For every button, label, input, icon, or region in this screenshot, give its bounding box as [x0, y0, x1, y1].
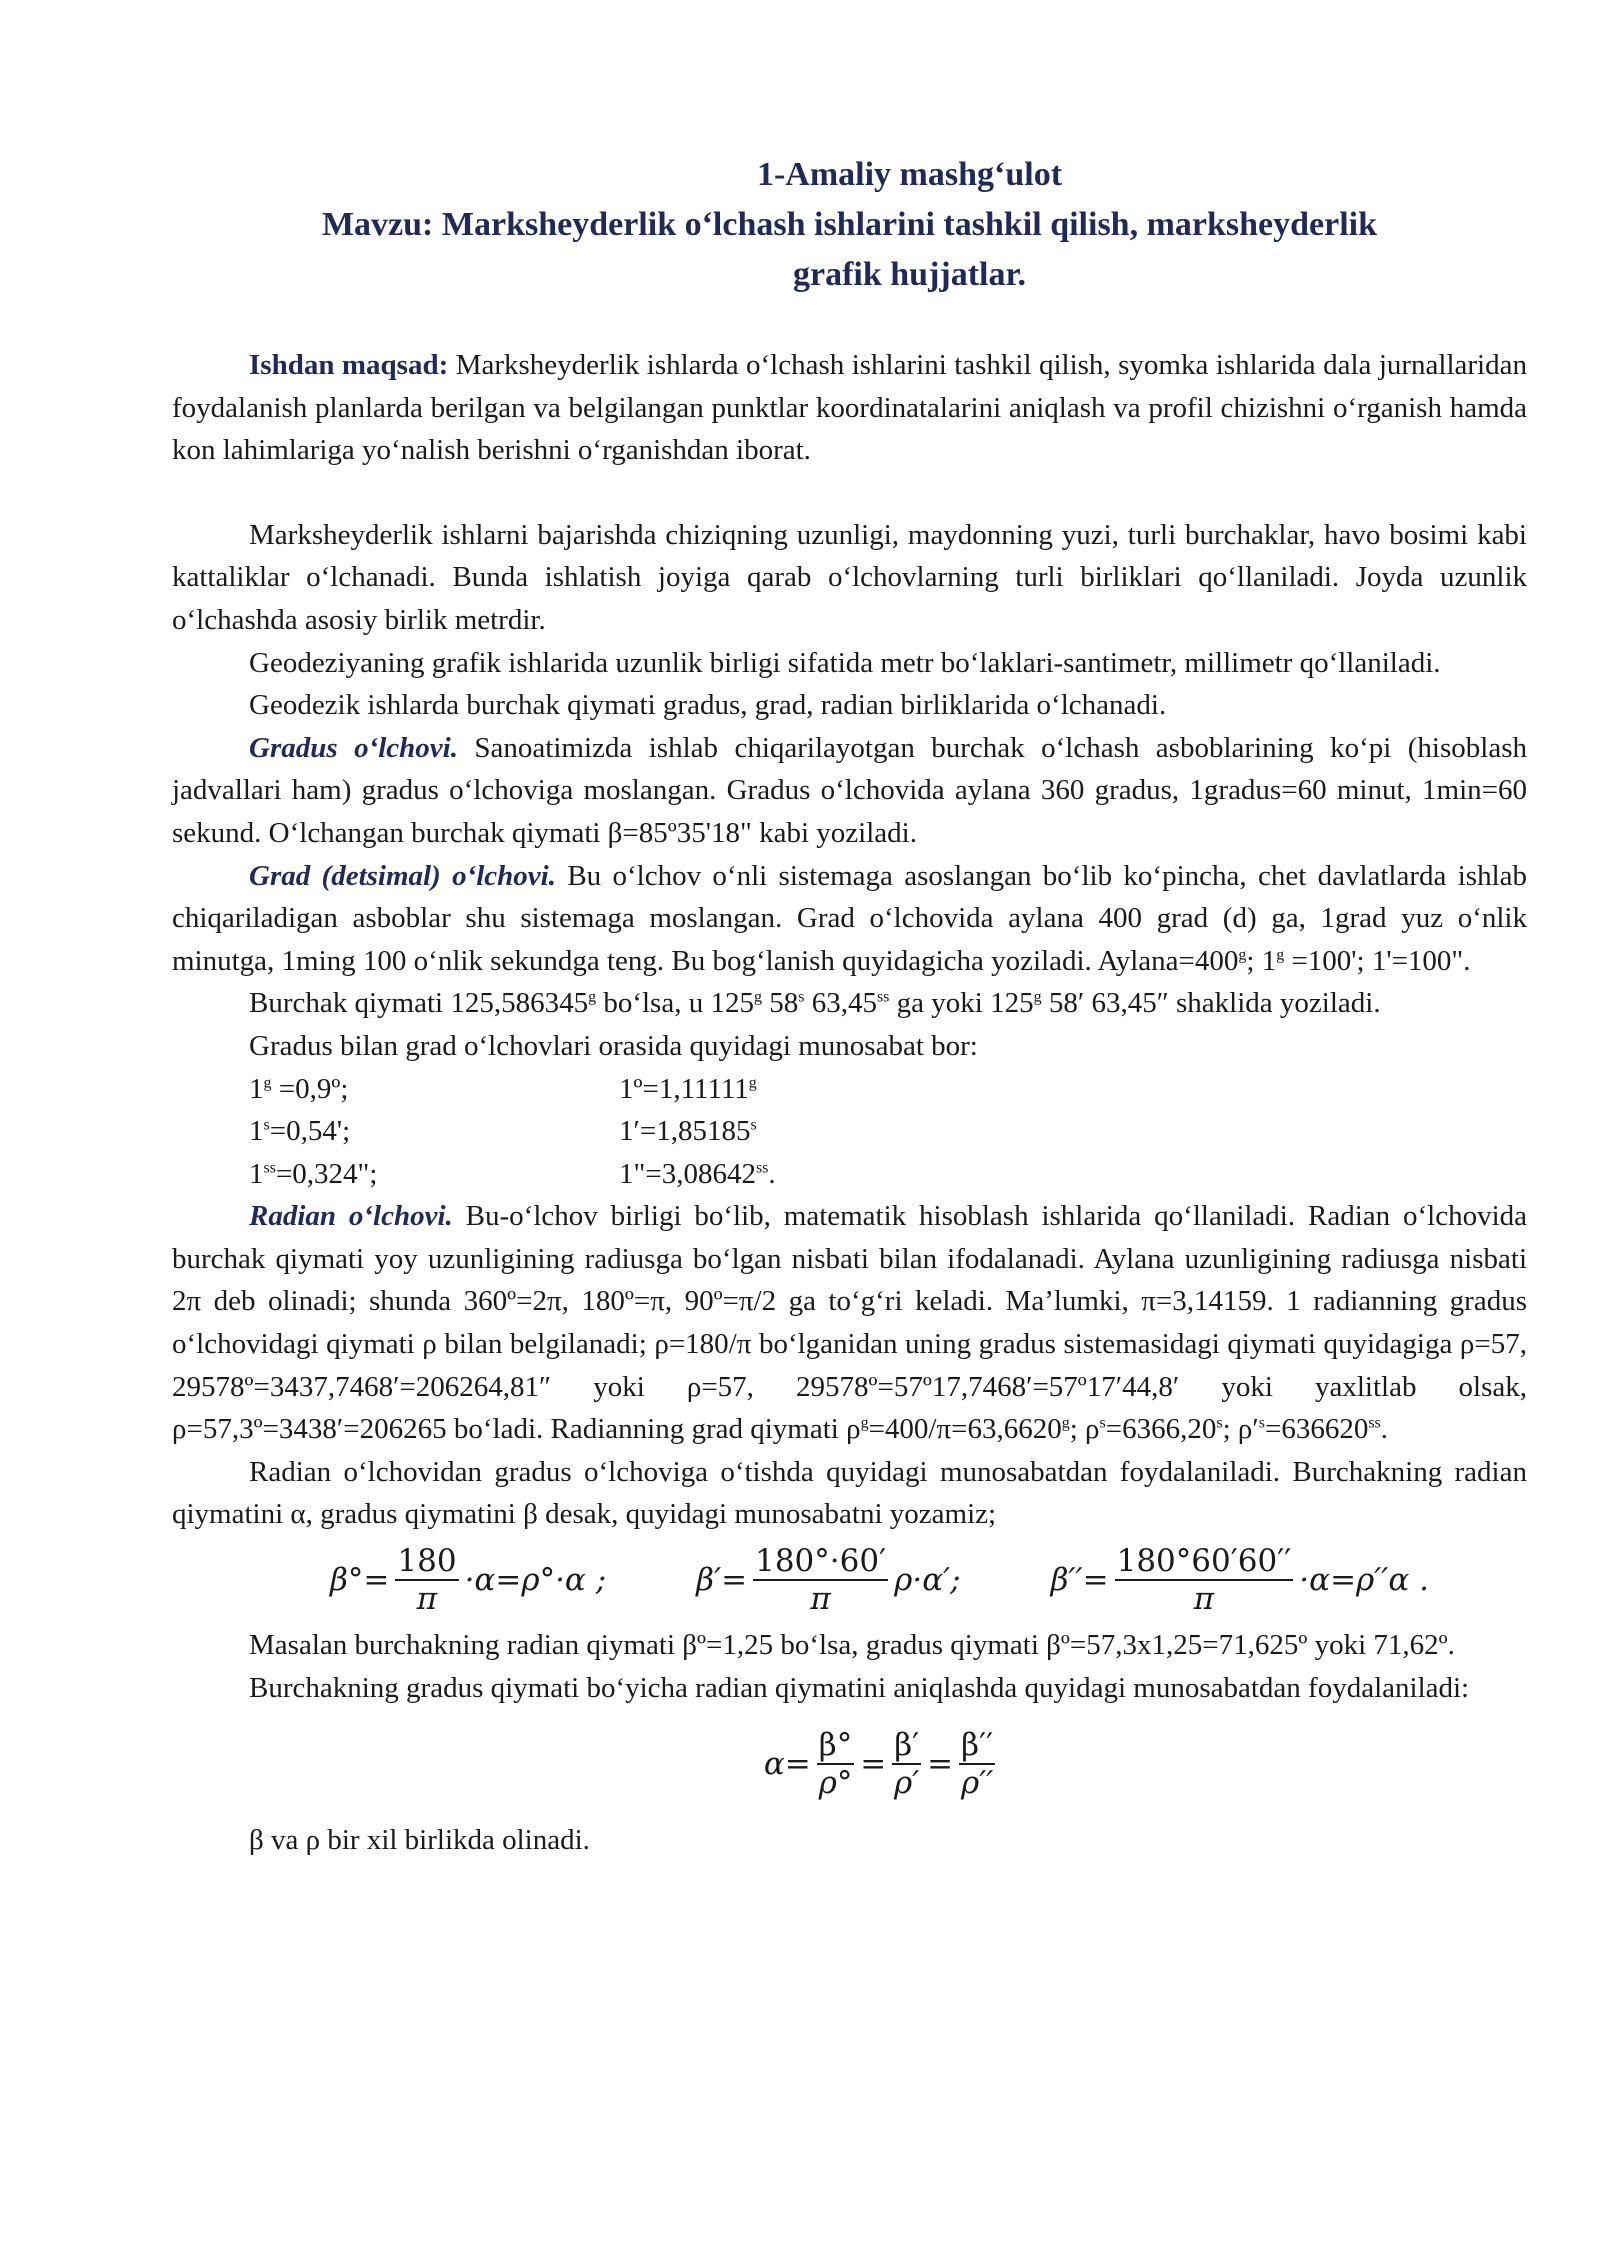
text: 1 [249, 1115, 264, 1148]
topic-title-line2: grafik hujjatlar. [793, 256, 1026, 293]
equals-sign: = [860, 1746, 887, 1783]
text: Bu-o‘lchov birligi bo‘lib, matematik hisoblash ishlarida qo‘llaniladi. Radian o‘lchovida burchak qiymati yoy uzunligining radiusga bo‘lgan nisbati bilan ifodalanadi. Aylana uzunligining radiusga nisbati 2π deb olinadi; shunda 360º=2π, 180º=π, 90º=π/2 ga to‘g‘ri keladi. Ma’lumki, π=3,14159. 1 radianning gradus o‘lchovidagi qiymati ρ bilan belgilanadi; ρ=180/π bo‘lganidan uning gradus sistemasidagi qiymati quyidagiga ρ=57, 29578º=3437,7468′=206264,81″ yoki ρ=57, 29578º=57º17,7468′=57º17′44,8′ yoki yaxlitlab olsak, ρ=57,3º=3438′=206265 bo‘ladi. Radianning grad qiymati ρ [172, 1200, 1528, 1446]
radian-label: Radian o‘lchovi. [249, 1200, 453, 1233]
text: ; ρ′ [1222, 1413, 1259, 1446]
denominator: ρ′ [894, 1765, 920, 1802]
grad-text: Bu o‘lchov o‘nli sistemaga asoslangan bo‘lib ko‘pincha, chet davlatlarda ishlab chiqariladigan asboblar shu sistemaga moslangan. Grad o‘lchovida aylana 400 grad (d) ga, 1grad yuz o‘nlik minutga, 1ming 100 o‘nlik sekundga teng. Bu bog‘lanish quyidagicha yoziladi. Aylana=400 [172, 859, 1527, 977]
text: 1 [249, 1072, 264, 1105]
sup: ss [263, 1159, 276, 1177]
formula-lhs: β°= [330, 1562, 390, 1599]
formula-rhs: ρ·α′; [894, 1562, 961, 1599]
sup: s [263, 1116, 270, 1134]
sup: g [263, 1073, 272, 1091]
aim-text: Marksheyderlik ishlarda o‘lchash ishlarini tashkil qilish, syomka ishlarida dala jurnallaridan foydalanish planlarda berilgan va belgilangan punktlar koordinatalarini aniqlash va profil chizishni o‘rganish hamda kon lahimlariga yo‘nalish berishni o‘rganishdan iborat. [172, 349, 1527, 467]
paragraph-2: Geodeziyaning grafik ishlarida uzunlik birligi sifatida metr bo‘laklari-santimetr, millimetr qo‘llaniladi. [249, 646, 1441, 679]
text: 1º=1,11111 [619, 1072, 749, 1105]
formula-row-1 [232, 1536, 1527, 1624]
text: 1 [249, 1157, 264, 1190]
sup: s [1258, 1414, 1265, 1432]
document-page [172, 150, 1527, 1862]
formula-row-2 [232, 1709, 1527, 1819]
text: =636620 [1264, 1413, 1369, 1446]
paragraph-conversion: Radian o‘lchovidan gradus o‘lchoviga o‘tishda quyidagi munosabatdan foydalaniladi. Burchakning radian qiymatini α, gradus qiymatini β desak, quyidagi munosabatni yozamiz; [172, 1455, 1527, 1531]
text: =400/π=63,6620 [868, 1413, 1062, 1446]
conversion-left [249, 1153, 619, 1196]
conversion-left [249, 1110, 619, 1153]
sup: g [1238, 946, 1247, 964]
denominator: π [810, 1581, 831, 1618]
text: =6366,20 [1105, 1413, 1217, 1446]
conversion-left [249, 1068, 619, 1111]
text: =0,9º; [271, 1072, 349, 1105]
fraction [892, 1727, 921, 1801]
sup: s [1099, 1414, 1106, 1432]
formula-lhs: α= [763, 1746, 811, 1783]
sup: ss [876, 988, 890, 1006]
conversion-row [249, 1110, 1527, 1153]
formula-degrees [330, 1543, 606, 1617]
text: Burchak qiymati 125,586345 [249, 987, 589, 1020]
denominator: π [1193, 1581, 1215, 1618]
conversion-right [619, 1068, 757, 1111]
equals-sign: = [927, 1746, 954, 1783]
sup: s [750, 1116, 757, 1134]
paragraph-final: β va ρ bir xil birlikda olinadi. [249, 1824, 590, 1857]
topic-title-line1: Mavzu: Marksheyderlik o‘lchash ishlarini tashkil qilish, marksheyderlik [321, 206, 1378, 243]
gradus-text: Sanoatimizda ishlab chiqarilayotgan burchak o‘lchash asboblarining ko‘pi (hisoblash jadvallari ham) gradus o‘lchoviga moslangan. Gradus o‘lchovida aylana 360 gradus, 1gradus=60 minut, 1min=60 sekund. O‘lchangan burchak qiymati β=85º35'18" kabi yoziladi. [172, 731, 1527, 849]
formula-seconds [1051, 1543, 1429, 1617]
numerator: 180°60′60′′ [1116, 1543, 1292, 1580]
paragraph-angle-value [172, 982, 1527, 1025]
formula-lhs: β′= [696, 1562, 748, 1599]
conversion-right [619, 1153, 776, 1196]
formula-lhs: β′′= [1050, 1562, 1109, 1599]
fraction [753, 1543, 888, 1617]
denominator: ρ° [818, 1765, 853, 1802]
lesson-title: 1-Amaliy mashg‘ulot [756, 156, 1063, 193]
fraction [817, 1727, 854, 1801]
sup: ss [755, 1159, 769, 1177]
formula-minutes [696, 1543, 960, 1617]
text: 1"=3,08642 [619, 1157, 756, 1190]
conversion-right [619, 1110, 757, 1153]
text: bo‘lsa, u 125 [596, 987, 754, 1020]
text: 63,45 [804, 987, 877, 1020]
denominator: π [416, 1581, 438, 1618]
sup: g [860, 1414, 869, 1432]
sup: s [798, 988, 805, 1006]
denominator: ρ′′ [960, 1765, 994, 1802]
grad-label: Grad (detsimal) o‘lchovi. [249, 859, 556, 892]
sup: g [1061, 1414, 1070, 1432]
text: ga yoki 125 [889, 987, 1034, 1020]
sup: g [1033, 988, 1042, 1006]
fraction [959, 1727, 995, 1801]
formula-rhs: ·α=ρ′′α . [1299, 1562, 1429, 1599]
paragraph-grad [172, 855, 1527, 983]
paragraph-example: Masalan burchakning radian qiymati βº=1,25 bo‘lsa, gradus qiymati βº=57,3x1,25=71,625º yoki 71,62º. [249, 1629, 1455, 1662]
sup: g [748, 1073, 757, 1091]
sup: ss [1368, 1414, 1381, 1432]
paragraph-1: Marksheyderlik ishlarni bajarishda chiziqning uzunligi, maydonning yuzi, turli burchaklar, havo bosimi kabi kattaliklar o‘lchanadi. Bunda ishlatish joyiga qarab o‘lchovlarning turli birliklari qo‘llaniladi. Joyda uzunlik o‘lchashda asosiy birlik metrdir. [172, 518, 1527, 636]
text: =0,54'; [269, 1115, 351, 1148]
paragraph-inverse: Burchakning gradus qiymati bo‘yicha radian qiymatini aniqlashda quyidagi munosabatdan foydalaniladi: [249, 1671, 1470, 1704]
formula-rhs: ·α=ρ°·α ; [464, 1562, 607, 1599]
sup: s [1216, 1414, 1223, 1432]
numerator: β° [818, 1727, 853, 1764]
conversion-table [172, 1068, 1527, 1196]
text: . [1380, 1413, 1389, 1446]
fraction [1115, 1543, 1294, 1617]
sup: g [1276, 946, 1285, 964]
gradus-label: Gradus o‘lchovi. [249, 731, 458, 764]
numerator: β′ [894, 1727, 920, 1764]
paragraph-relation: Gradus bilan grad o‘lchovlari orasida quyidagi munosabat bor: [249, 1029, 978, 1062]
paragraph-radian [172, 1195, 1527, 1451]
formula-radian [764, 1727, 995, 1801]
fraction [395, 1543, 458, 1617]
numerator: 180°·60′ [755, 1543, 887, 1580]
sup: g [753, 988, 762, 1006]
paragraph-3: Geodezik ishlarda burchak qiymati gradus, grad, radian birliklarida o‘lchanadi. [249, 689, 1167, 722]
numerator: β′′ [961, 1727, 994, 1764]
aim-paragraph [172, 344, 1527, 472]
sup: g [588, 988, 597, 1006]
aim-label: Ishdan maqsad: [249, 349, 449, 381]
text: =0,324"; [275, 1157, 378, 1190]
conversion-row [249, 1068, 1527, 1111]
paragraph-gradus [172, 727, 1527, 855]
text: 58 [761, 987, 799, 1020]
text: 1′=1,85185 [619, 1115, 751, 1148]
grad-text-mid: ; 1 [1246, 944, 1277, 977]
grad-text-end: =100'; 1'=100". [1284, 944, 1471, 977]
conversion-row [249, 1153, 1527, 1196]
numerator: 180 [397, 1543, 457, 1580]
text: ; ρ [1069, 1413, 1100, 1446]
text: 58′ 63,45″ shaklida yoziladi. [1041, 987, 1381, 1020]
text: . [768, 1157, 776, 1190]
